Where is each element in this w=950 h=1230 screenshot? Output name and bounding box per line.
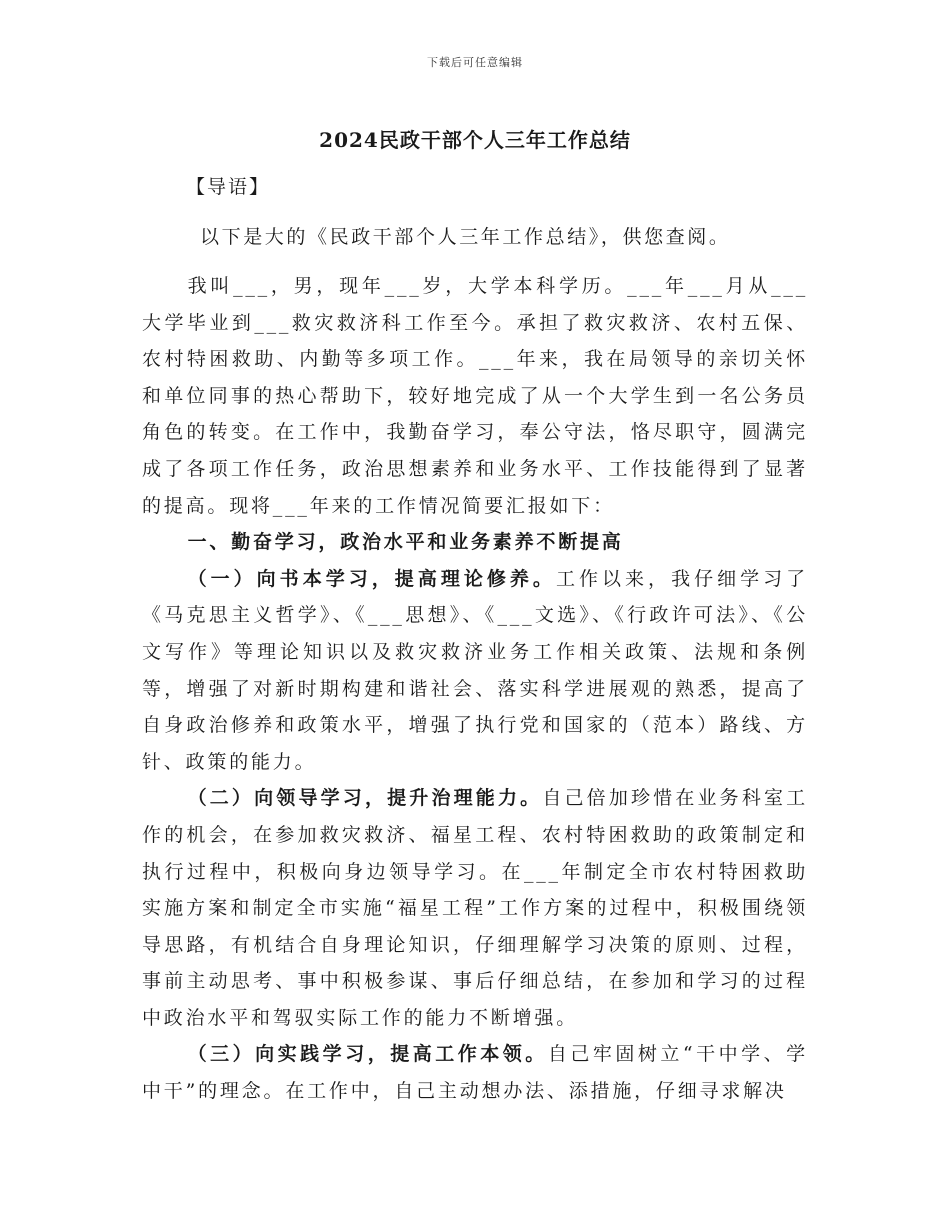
subsection-lead-3: （三）向实践学习，提高工作本领。: [187, 1043, 548, 1066]
subsection-lead-1: （一）向书本学习，提高理论修养。: [187, 567, 556, 590]
intro-text: 以下是大的《民政干部个人三年工作总结》，供您查阅。: [200, 226, 731, 248]
paragraph-subsection-2: [142, 780, 808, 1036]
subsection-lead-2: （二）向领导学习，提升治理能力。: [187, 787, 543, 810]
section-heading-1: 一、勤奋学习，政治水平和业务素养不断提高: [187, 531, 624, 554]
intro-label: 【导语】: [186, 176, 271, 198]
page-header-note: 下载后可任意编辑: [427, 56, 523, 69]
subsection-text-1: 工作以来，我仔细学习了《马克思主义哲学》、《___思想》、《___文选》、《行政许可法》、《公文写作》等理论知识以及救灾救济业务工作相关政策、法规和条例等，增强了对新时期构建和谐社会、落实科学进展观的熟悉，提高了自身政治修养和政策水平，增强了执行党和国家的（范本）路线、方针、政策的能力。: [142, 567, 808, 773]
paragraph-subsection-3: [142, 1036, 808, 1109]
document-title: 2024民政干部个人三年工作总结: [319, 128, 631, 152]
paragraph-subsection-1: [142, 561, 808, 781]
subsection-text-2: 自己倍加珍惜在业务科室工作的机会，在参加救灾救济、福星工程、农村特困救助的政策制定和执行过程中，积极向身边领导学习。在___年制定全市农村特困救助实施方案和制定全市实施“福星工程”工作方案的过程中，积极围绕领导思路，有机结合自身理论知识，仔细理解学习决策的原则、过程，事前主动思考、事中积极参谋、事后仔细总结，在参加和学习的过程中政治水平和驾驭实际工作的能力不断增强。: [142, 787, 808, 1029]
paragraph-opening: 我叫___，男，现年___岁，大学本科学历。___年___月从___大学毕业到___救灾救济科工作至今。承担了救灾救济、农村五保、农村特困救助、内勤等多项工作。___年来，我在局领导的亲切关怀和单位同事的热心帮助下，较好地完成了从一个大学生到一名公务员角色的转变。在工作中，我勤奋学习，奉公守法，恪尽职守，圆满完成了各项工作任务，政治思想素养和业务水平、工作技能得到了显著的提高。现将___年来的工作情况简要汇报如下：: [142, 275, 808, 517]
subsection-text-3: 自己牢固树立“干中学、学中干”的理念。在工作中，自己主动想办法、添措施，仔细寻求解决: [142, 1043, 808, 1103]
document-body: [142, 268, 808, 1110]
